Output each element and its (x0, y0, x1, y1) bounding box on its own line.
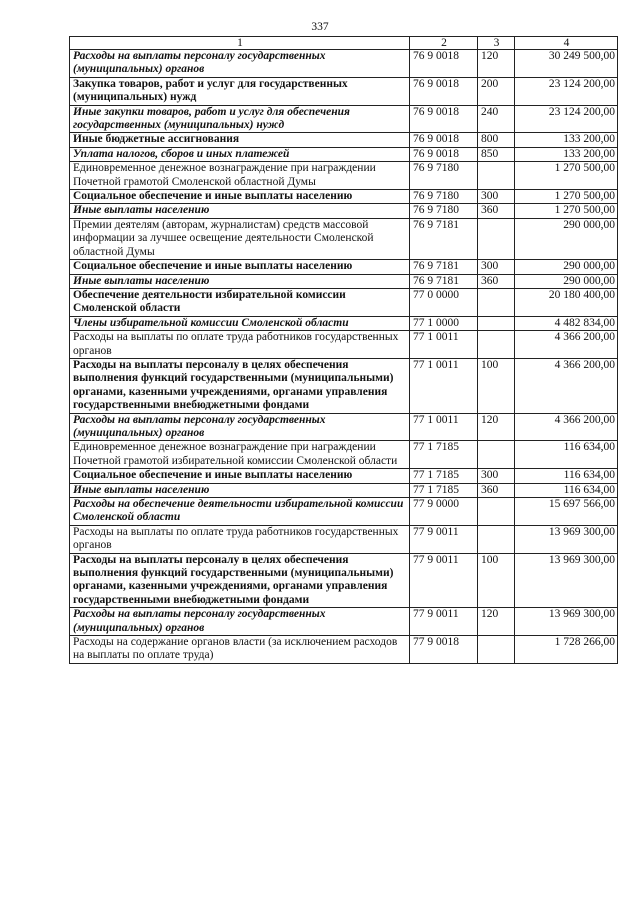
row-amount-cell: 15 697 566,00 (515, 498, 618, 526)
row-amount-cell: 20 180 400,00 (515, 288, 618, 316)
row-type-cell (478, 498, 515, 526)
row-type-cell: 300 (478, 260, 515, 274)
table-row (70, 413, 618, 441)
row-amount-cell: 290 000,00 (515, 260, 618, 274)
row-type-cell (478, 331, 515, 359)
row-name-cell: Иные закупки товаров, работ и услуг для обеспечения государственных (муниципальных) нужд (70, 105, 410, 133)
row-amount-cell: 1 270 500,00 (515, 162, 618, 190)
row-amount-cell: 13 969 300,00 (515, 608, 618, 636)
row-amount-cell: 1 270 500,00 (515, 190, 618, 204)
row-amount-cell: 1 270 500,00 (515, 204, 618, 218)
row-amount-cell: 4 366 200,00 (515, 331, 618, 359)
row-name-cell: Иные выплаты населению (70, 274, 410, 288)
row-code-cell: 77 0 0000 (410, 288, 478, 316)
row-code-cell: 76 9 7180 (410, 190, 478, 204)
header-amount: 4 (515, 37, 618, 50)
row-code-cell: 77 1 7185 (410, 469, 478, 483)
row-code-cell: 77 9 0000 (410, 498, 478, 526)
row-type-cell: 800 (478, 133, 515, 147)
table-row (70, 525, 618, 553)
row-amount-cell: 4 366 200,00 (515, 413, 618, 441)
row-type-cell: 100 (478, 358, 515, 413)
row-type-cell: 300 (478, 190, 515, 204)
row-amount-cell: 23 124 200,00 (515, 105, 618, 133)
row-name-cell: Обеспечение деятельности избирательной комиссии Смоленской области (70, 288, 410, 316)
row-amount-cell: 30 249 500,00 (515, 50, 618, 78)
budget-table (69, 36, 618, 664)
table-header-row (70, 37, 618, 50)
page-number: 337 (311, 21, 329, 33)
row-amount-cell: 13 969 300,00 (515, 525, 618, 553)
row-name-cell: Премии деятелям (авторам, журналистам) средств массовой информации за лучшее освещение деятельности Смоленской областной Думы (70, 218, 410, 259)
row-amount-cell: 116 634,00 (515, 469, 618, 483)
row-name-cell: Расходы на обеспечение деятельности избирательной комиссии Смоленской области (70, 498, 410, 526)
row-name-cell: Расходы на выплаты по оплате труда работников государственных органов (70, 331, 410, 359)
row-type-cell: 100 (478, 553, 515, 608)
row-name-cell: Закупка товаров, работ и услуг для государственных (муниципальных) нужд (70, 77, 410, 105)
row-name-cell: Иные бюджетные ассигнования (70, 133, 410, 147)
row-amount-cell: 4 366 200,00 (515, 358, 618, 413)
table-row (70, 636, 618, 664)
row-name-cell: Расходы на выплаты персоналу государственных (муниципальных) органов (70, 50, 410, 78)
row-type-cell: 360 (478, 204, 515, 218)
row-name-cell: Иные выплаты населению (70, 204, 410, 218)
table-row (70, 331, 618, 359)
row-code-cell: 77 1 7185 (410, 483, 478, 497)
table-row (70, 147, 618, 161)
table-row (70, 77, 618, 105)
row-code-cell: 76 9 0018 (410, 77, 478, 105)
row-code-cell: 76 9 0018 (410, 147, 478, 161)
table-row (70, 469, 618, 483)
row-code-cell: 77 9 0011 (410, 525, 478, 553)
row-amount-cell: 133 200,00 (515, 147, 618, 161)
row-type-cell: 240 (478, 105, 515, 133)
row-code-cell: 76 9 7180 (410, 162, 478, 190)
row-name-cell: Расходы на выплаты персоналу в целях обеспечения выполнения функций государственными (муниципальными) органами, казенными учреждениями, органами управления государственными внебюджетными фондами (70, 553, 410, 608)
row-type-cell: 360 (478, 483, 515, 497)
row-code-cell: 77 1 0011 (410, 331, 478, 359)
row-amount-cell: 23 124 200,00 (515, 77, 618, 105)
row-type-cell (478, 316, 515, 330)
row-amount-cell: 116 634,00 (515, 441, 618, 469)
row-amount-cell: 4 482 834,00 (515, 316, 618, 330)
table-row (70, 105, 618, 133)
row-code-cell: 76 9 0018 (410, 133, 478, 147)
table-row (70, 204, 618, 218)
row-name-cell: Социальное обеспечение и иные выплаты населению (70, 260, 410, 274)
row-amount-cell: 1 728 266,00 (515, 636, 618, 664)
row-type-cell: 120 (478, 413, 515, 441)
row-code-cell: 76 9 0018 (410, 50, 478, 78)
row-name-cell: Иные выплаты населению (70, 483, 410, 497)
row-type-cell: 120 (478, 608, 515, 636)
row-type-cell: 850 (478, 147, 515, 161)
table-row (70, 190, 618, 204)
row-type-cell: 300 (478, 469, 515, 483)
row-type-cell (478, 218, 515, 259)
row-name-cell: Расходы на содержание органов власти (за исключением расходов на выплаты по оплате труда) (70, 636, 410, 664)
row-name-cell: Расходы на выплаты персоналу в целях обеспечения выполнения функций государственными (муниципальными) органами, казенными учреждениями, органами управления государственными внебюджетными фондами (70, 358, 410, 413)
row-code-cell: 77 1 0011 (410, 358, 478, 413)
row-name-cell: Уплата налогов, сборов и иных платежей (70, 147, 410, 161)
row-name-cell: Единовременное денежное вознаграждение при награждении Почетной грамотой Смоленской областной Думы (70, 162, 410, 190)
table-row (70, 288, 618, 316)
row-name-cell: Члены избирательной комиссии Смоленской области (70, 316, 410, 330)
row-code-cell: 76 9 7181 (410, 274, 478, 288)
row-type-cell: 120 (478, 50, 515, 78)
table-row (70, 553, 618, 608)
row-code-cell: 76 9 0018 (410, 105, 478, 133)
header-code: 2 (410, 37, 478, 50)
row-name-cell: Социальное обеспечение и иные выплаты населению (70, 190, 410, 204)
row-name-cell: Единовременное денежное вознаграждение при награждении Почетной грамотой избирательной комиссии Смоленской области (70, 441, 410, 469)
row-amount-cell: 116 634,00 (515, 483, 618, 497)
row-code-cell: 76 9 7181 (410, 218, 478, 259)
table-row (70, 260, 618, 274)
table-row (70, 316, 618, 330)
row-amount-cell: 290 000,00 (515, 274, 618, 288)
row-code-cell: 77 1 7185 (410, 441, 478, 469)
row-type-cell (478, 441, 515, 469)
row-type-cell (478, 636, 515, 664)
table-row (70, 483, 618, 497)
row-code-cell: 77 9 0011 (410, 608, 478, 636)
table-row (70, 50, 618, 78)
table-row (70, 498, 618, 526)
row-name-cell: Расходы на выплаты по оплате труда работников государственных органов (70, 525, 410, 553)
table-row (70, 358, 618, 413)
row-code-cell: 77 9 0011 (410, 553, 478, 608)
header-type: 3 (478, 37, 515, 50)
table-row (70, 162, 618, 190)
row-type-cell: 200 (478, 77, 515, 105)
row-name-cell: Социальное обеспечение и иные выплаты населению (70, 469, 410, 483)
row-amount-cell: 13 969 300,00 (515, 553, 618, 608)
row-code-cell: 76 9 7181 (410, 260, 478, 274)
row-code-cell: 77 1 0000 (410, 316, 478, 330)
table-row (70, 274, 618, 288)
row-code-cell: 76 9 7180 (410, 204, 478, 218)
row-name-cell: Расходы на выплаты персоналу государственных (муниципальных) органов (70, 608, 410, 636)
row-type-cell (478, 288, 515, 316)
table-body (70, 50, 618, 664)
row-code-cell: 77 1 0011 (410, 413, 478, 441)
table-row (70, 218, 618, 259)
row-type-cell: 360 (478, 274, 515, 288)
row-code-cell: 77 9 0018 (410, 636, 478, 664)
row-amount-cell: 290 000,00 (515, 218, 618, 259)
table-row (70, 608, 618, 636)
row-name-cell: Расходы на выплаты персоналу государственных (муниципальных) органов (70, 413, 410, 441)
row-type-cell (478, 162, 515, 190)
header-name: 1 (70, 37, 410, 50)
table-row (70, 441, 618, 469)
row-type-cell (478, 525, 515, 553)
table-row (70, 133, 618, 147)
row-amount-cell: 133 200,00 (515, 133, 618, 147)
